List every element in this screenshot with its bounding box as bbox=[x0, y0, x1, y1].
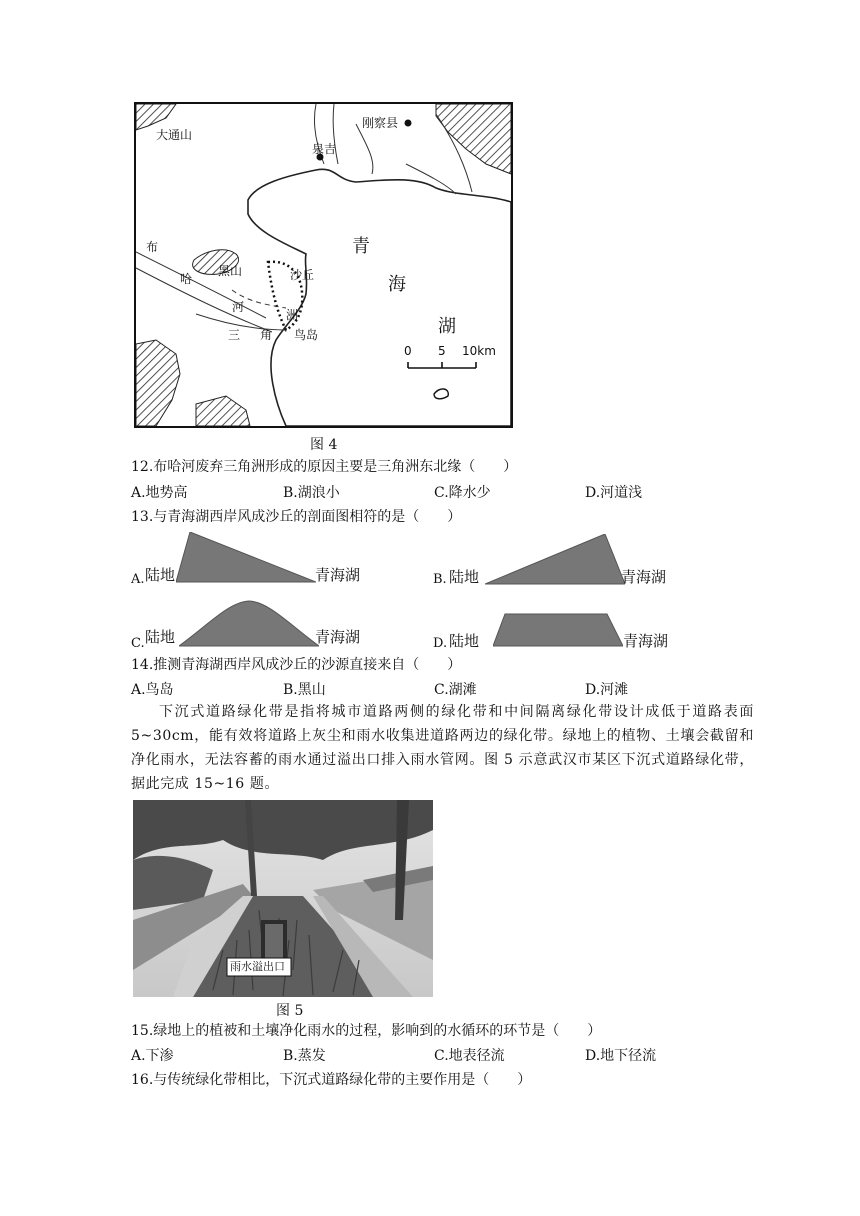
q12-stem: 12.布哈河废弃三角洲形成的原因主要是三角洲东北缘（ ） bbox=[131, 459, 518, 475]
label-ha: 哈 bbox=[180, 272, 193, 286]
q13-option-b-letter: B. bbox=[433, 572, 447, 587]
q13-option-c-left-label: 陆地 bbox=[145, 628, 176, 646]
q13-option-c bbox=[131, 592, 391, 654]
passage-sunken-greenbelt: 下沉式道路绿化带是指将城市道路两侧的绿化带和中间隔离绿化带设计成低于道路表面 5~30cm，能有效将道路上灰尘和雨水收集进道路两边的绿化带。绿地上的植物、土壤会截留和净化雨水，无法容蓄的雨水通过溢出口排入雨水管网。图 5 示意武汉市某区下沉式道路绿化带，据此完成 15~16 题。 bbox=[131, 704, 754, 792]
q15-option-c: C.地表径流 bbox=[434, 1048, 505, 1064]
label-heishan: 黑山 bbox=[218, 264, 243, 278]
q13-option-b-left-label: 陆地 bbox=[449, 568, 480, 586]
q15-option-a: A.下渗 bbox=[131, 1048, 174, 1064]
q13-option-c-letter: C. bbox=[131, 636, 145, 651]
q13-option-d-right-label: 青海湖 bbox=[623, 632, 669, 650]
label-san: 三 bbox=[228, 328, 241, 342]
q13-option-a-right-label: 青海湖 bbox=[315, 566, 361, 584]
q14-option-a: A.鸟岛 bbox=[131, 682, 174, 698]
q14-stem: 14.推测青海湖西岸风成沙丘的沙源直接来自（ ） bbox=[131, 657, 462, 673]
q14-option-b: B.黑山 bbox=[283, 682, 326, 698]
q15-option-b: B.蒸发 bbox=[283, 1048, 326, 1064]
q13-option-a-left-label: 陆地 bbox=[145, 566, 176, 584]
q12-option-b: B.湖浪小 bbox=[283, 485, 340, 501]
dune-profile-a bbox=[176, 532, 316, 584]
q13-option-b-right-label: 青海湖 bbox=[621, 568, 667, 586]
q13-option-d-letter: D. bbox=[433, 636, 448, 651]
q15-option-d: D.地下径流 bbox=[585, 1048, 657, 1064]
label-bu: 布 bbox=[146, 240, 159, 254]
q15-stem: 15.绿地上的植被和土壤净化雨水的过程，影响到的水循环的环节是（ ） bbox=[131, 1023, 602, 1039]
q13-option-a bbox=[131, 528, 391, 590]
q13-option-b bbox=[433, 528, 703, 590]
q13-option-c-right-label: 青海湖 bbox=[315, 628, 361, 646]
q13-option-d bbox=[433, 592, 703, 654]
q13-option-a-letter: A. bbox=[131, 572, 145, 587]
scale-label-0: 0 bbox=[404, 344, 412, 358]
q13-stem: 13.与青海湖西岸风成沙丘的剖面图相符的是（ ） bbox=[131, 509, 462, 525]
label-hu: 湖 bbox=[438, 316, 456, 337]
label-hai: 海 bbox=[388, 274, 406, 295]
q14-option-d: D.河滩 bbox=[585, 682, 629, 698]
dune-profile-d bbox=[493, 612, 623, 648]
figure-5-caption: 图 5 bbox=[276, 1003, 304, 1019]
label-zhou: 洲 bbox=[286, 308, 299, 322]
scale-label-5: 5 bbox=[438, 344, 446, 358]
label-shaqiu: 沙丘 bbox=[290, 268, 315, 282]
scale-label-10km: 10km bbox=[462, 344, 496, 358]
q16-stem: 16.与传统绿化带相比，下沉式道路绿化带的主要作用是（ ） bbox=[131, 1072, 532, 1088]
label-gangcha: 刚察县 bbox=[362, 116, 399, 130]
figure-5-photo bbox=[133, 800, 433, 997]
label-jiao: 角 bbox=[260, 328, 273, 342]
figure-4-caption: 图 4 bbox=[310, 437, 338, 453]
label-datongshan: 大通山 bbox=[156, 128, 193, 142]
dune-profile-b bbox=[485, 534, 625, 586]
q14-option-c: C.湖滩 bbox=[434, 682, 477, 698]
q12-option-c: C.降水少 bbox=[434, 485, 491, 501]
label-niaodao: 鸟岛 bbox=[294, 328, 319, 342]
label-he: 河 bbox=[232, 300, 245, 314]
figure-5-label-overflow-outlet: 雨水溢出口 bbox=[230, 960, 285, 973]
figure-4-map bbox=[134, 102, 513, 428]
lake-shoreline bbox=[248, 169, 511, 426]
q13-option-d-left-label: 陆地 bbox=[449, 632, 480, 650]
label-quanji: 泉吉 bbox=[312, 142, 337, 156]
label-qing: 青 bbox=[352, 236, 370, 257]
q12-option-a: A.地势高 bbox=[131, 485, 188, 501]
q12-option-d: D.河道浅 bbox=[585, 485, 643, 501]
dune-profile-c bbox=[179, 598, 319, 648]
